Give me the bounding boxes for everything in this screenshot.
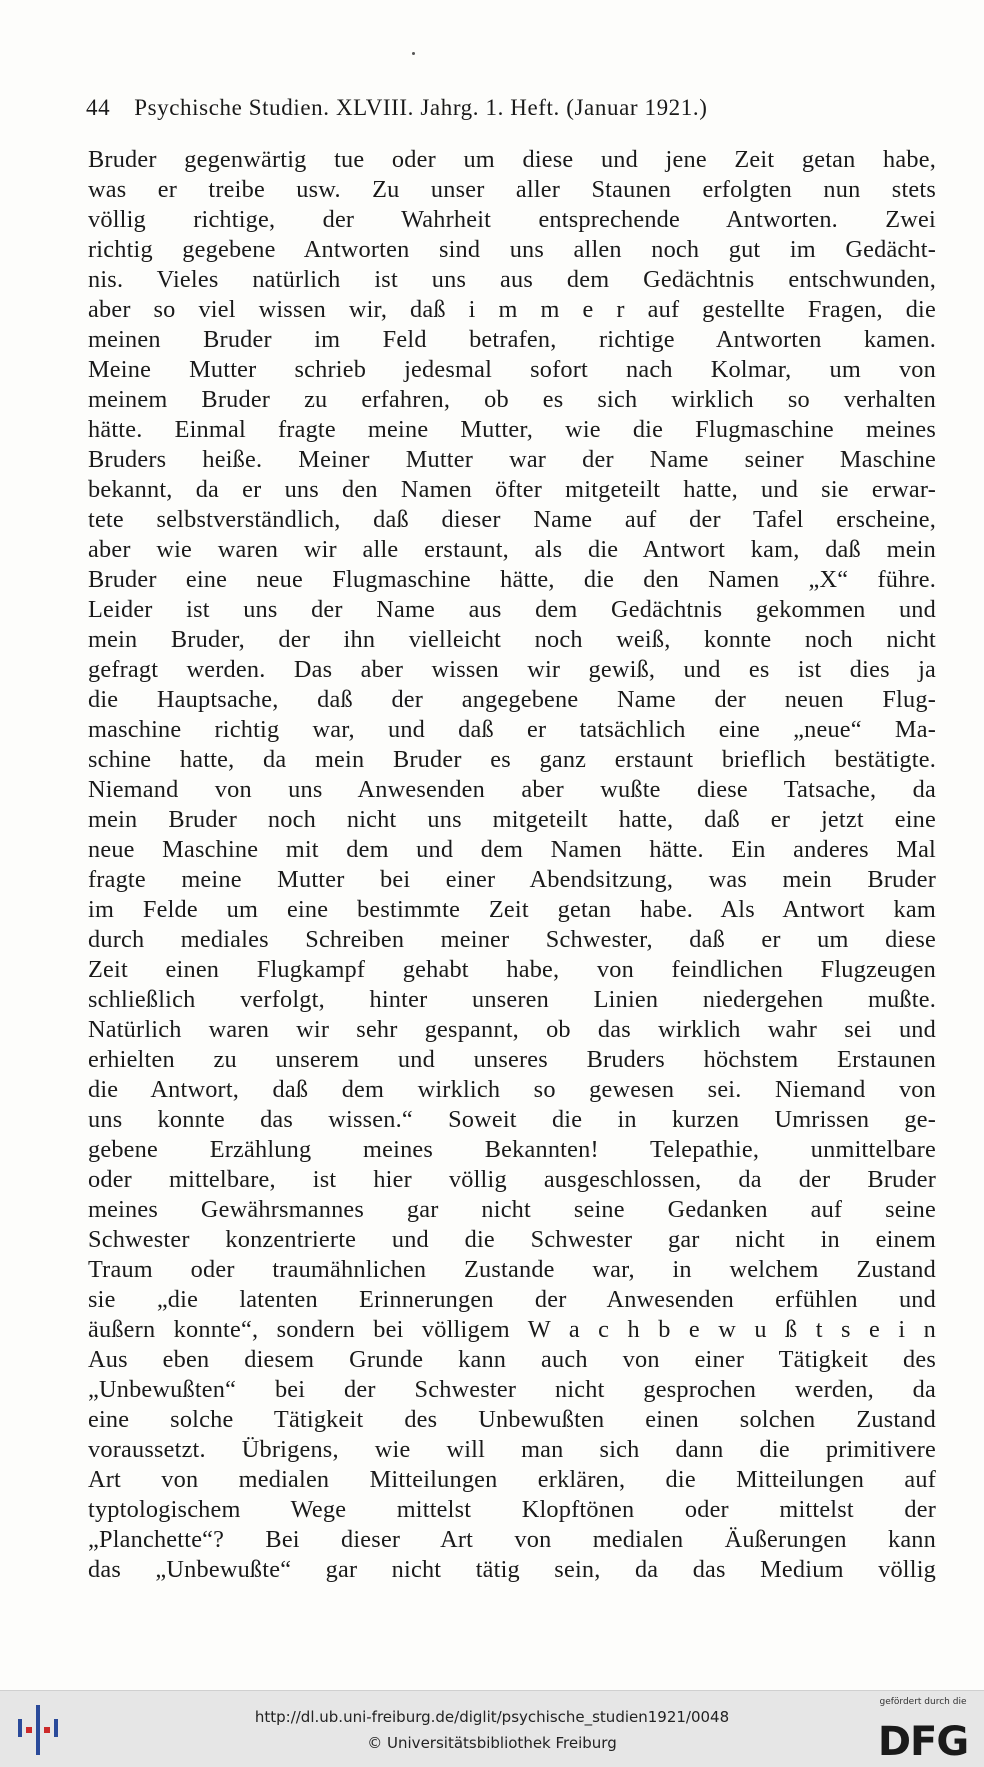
text-line: Bruder eine neue Flugmaschine hätte, die den Namen „X“ führe.: [88, 566, 936, 593]
text-line: aber so viel wissen wir, daß i m m e r auf gestellte Fragen, die: [88, 296, 936, 323]
text-line: durch mediales Schreiben meiner Schwester, daß er um diese: [88, 926, 936, 953]
text-line: gebene Erzählung meines Bekannten! Telepathie, unmittelbare: [88, 1136, 936, 1163]
text-line: Natürlich waren wir sehr gespannt, ob das wirklich wahr sei und: [88, 1016, 936, 1043]
text-line: neue Maschine mit dem und dem Namen hätte. Ein anderes Mal: [88, 836, 936, 863]
text-line: Traum oder traumähnlichen Zustande war, in welchem Zustand: [88, 1256, 936, 1283]
text-line: Art von medialen Mitteilungen erklären, die Mitteilungen auf: [88, 1466, 936, 1493]
text-line: Meine Mutter schrieb jedesmal sofort nach Kolmar, um von: [88, 356, 936, 383]
text-line: die Hauptsache, daß der angegebene Name der neuen Flug-: [88, 686, 936, 713]
text-line: nis. Vieles natürlich ist uns aus dem Gedächtnis entschwunden,: [88, 266, 936, 293]
text-line: Schwester konzentrierte und die Schwester gar nicht in einem: [88, 1226, 936, 1253]
text-line: oder mittelbare, ist hier völlig ausgeschlossen, da der Bruder: [88, 1166, 936, 1193]
text-line: sie „die latenten Erinnerungen der Anwesenden erfühlen und: [88, 1286, 936, 1313]
dfg-funding-logo[interactable]: [868, 1697, 978, 1763]
text-line: Bruders heiße. Meiner Mutter war der Name seiner Maschine: [88, 446, 936, 473]
text-line: typtologischem Wege mittelst Klopftönen oder mittelst der: [88, 1496, 936, 1523]
text-line: mein Bruder, der ihn vielleicht noch weiß, konnte noch nicht: [88, 626, 936, 653]
text-line: völlig richtige, der Wahrheit entsprechende Antworten. Zwei: [88, 206, 936, 233]
text-line: das „Unbewußte“ gar nicht tätig sein, da das Medium völlig: [88, 1556, 936, 1583]
text-line: bekannt, da er uns den Namen öfter mitgeteilt hatte, und sie erwar-: [88, 476, 936, 503]
text-line: äußern konnte“, sondern bei völligem W a c h b e w u ß t s e i n: [88, 1316, 936, 1343]
text-line: im Felde um eine bestimmte Zeit getan habe. Als Antwort kam: [88, 896, 936, 923]
running-head: [86, 95, 886, 125]
text-line: tete selbstverständlich, daß dieser Name auf der Tafel erscheine,: [88, 506, 936, 533]
text-line: richtig gegebene Antworten sind uns allen noch gut im Gedächt-: [88, 236, 936, 263]
text-line: fragte meine Mutter bei einer Abendsitzung, was mein Bruder: [88, 866, 936, 893]
scan-speck: [412, 52, 415, 55]
text-line: schließlich verfolgt, hinter unseren Linien niedergehen mußte.: [88, 986, 936, 1013]
text-line: die Antwort, daß dem wirklich so gewesen sei. Niemand von: [88, 1076, 936, 1103]
page-number: 44: [86, 95, 111, 120]
body-text: [88, 145, 936, 1585]
running-title: Psychische Studien. XLVIII. Jahrg. 1. Heft. (Januar 1921.): [134, 95, 708, 120]
copyright-notice: © Universitätsbibliothek Freiburg: [367, 1734, 617, 1752]
text-line: aber wie waren wir alle erstaunt, als die Antwort kam, daß mein: [88, 536, 936, 563]
text-line: Niemand von uns Anwesenden aber wußte diese Tatsache, da: [88, 776, 936, 803]
text-line: mein Bruder noch nicht uns mitgeteilt hatte, daß er jetzt eine: [88, 806, 936, 833]
funding-caption: gefördert durch die: [879, 1697, 967, 1707]
text-line: meines Gewährsmannes gar nicht seine Gedanken auf seine: [88, 1196, 936, 1223]
document-url-link[interactable]: http://dl.ub.uni-freiburg.de/diglit/psychische_studien1921/0048: [254, 1708, 730, 1726]
text-line: erhielten zu unserem und unseres Bruders höchstem Erstaunen: [88, 1046, 936, 1073]
text-line: Aus eben diesem Grunde kann auch von einer Tätigkeit des: [88, 1346, 936, 1373]
text-line: schine hatte, da mein Bruder es ganz erstaunt brieflich bestätigte.: [88, 746, 936, 773]
text-line: gefragt werden. Das aber wissen wir gewiß, und es ist dies ja: [88, 656, 936, 683]
text-line: was er treibe usw. Zu unser aller Staunen erfolgten nun stets: [88, 176, 936, 203]
text-line: Zeit einen Flugkampf gehabt habe, von feindlichen Flugzeugen: [88, 956, 936, 983]
text-line: meinem Bruder zu erfahren, ob es sich wirklich so verhalten: [88, 386, 936, 413]
text-line: „Planchette“? Bei dieser Art von medialen Äußerungen kann: [88, 1526, 936, 1553]
dfg-logo-icon: [870, 1711, 976, 1763]
text-line: meinen Bruder im Feld betrafen, richtige Antworten kamen.: [88, 326, 936, 353]
text-line: maschine richtig war, und daß er tatsächlich eine „neue“ Ma-: [88, 716, 936, 743]
text-line: voraussetzt. Übrigens, wie will man sich dann die primitivere: [88, 1436, 936, 1463]
text-line: eine solche Tätigkeit des Unbewußten einen solchen Zustand: [88, 1406, 936, 1433]
text-line: hätte. Einmal fragte meine Mutter, wie die Flugmaschine meines: [88, 416, 936, 443]
text-line: Bruder gegenwärtig tue oder um diese und jene Zeit getan habe,: [88, 146, 936, 173]
dfg-logo-text: DFG: [877, 1719, 969, 1763]
text-line: Leider ist uns der Name aus dem Gedächtnis gekommen und: [88, 596, 936, 623]
text-line: „Unbewußten“ bei der Schwester nicht gesprochen werden, da: [88, 1376, 936, 1403]
text-line: uns konnte das wissen.“ Soweit die in kurzen Umrissen ge-: [88, 1106, 936, 1133]
viewer-footer: [0, 1690, 984, 1767]
